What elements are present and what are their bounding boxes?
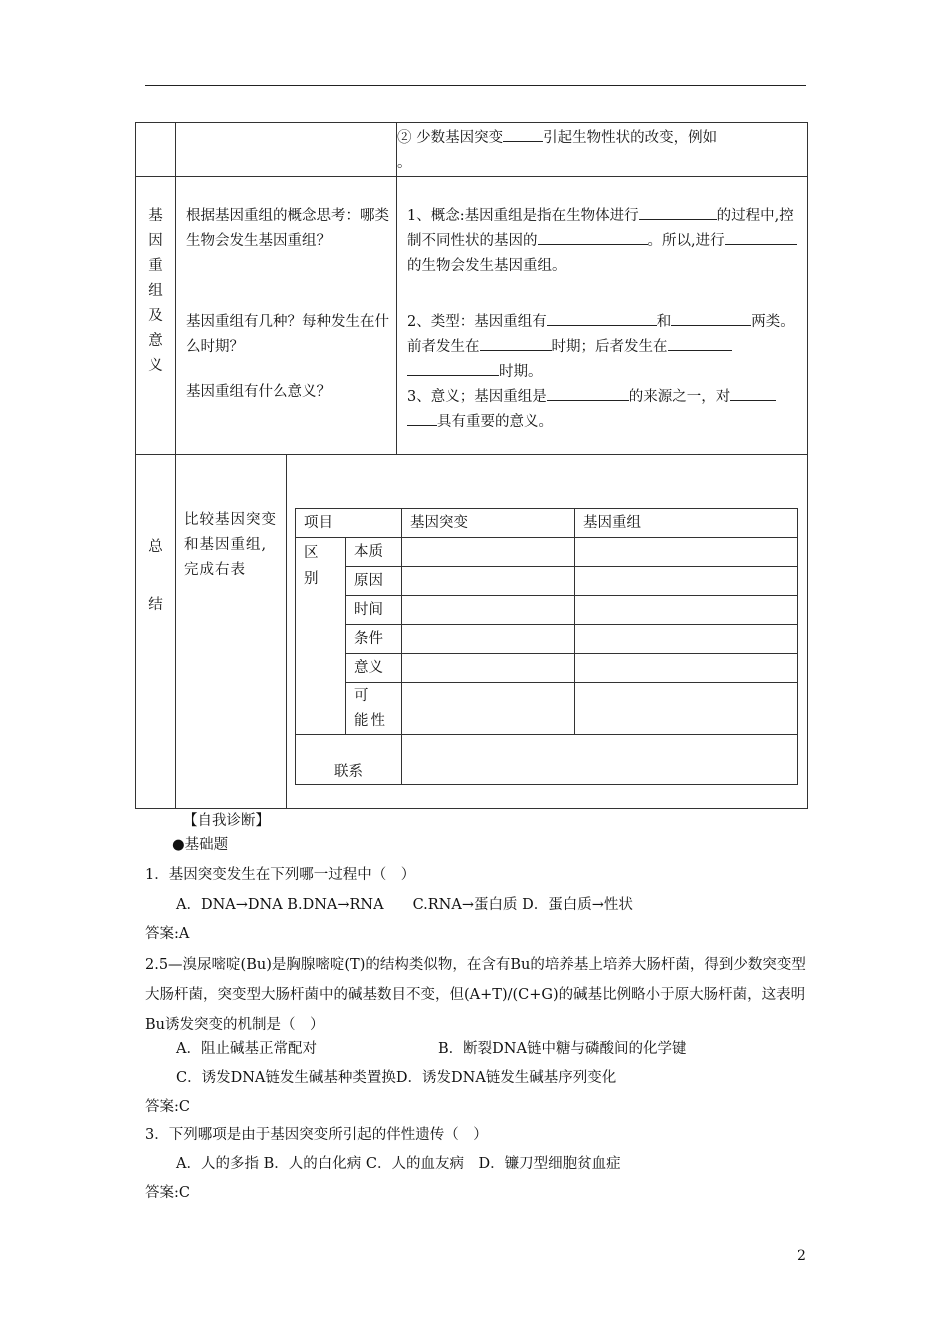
q2-answer: 答案:C (145, 1099, 190, 1115)
row2-question-cell (176, 177, 397, 455)
row-label-possibility: 可 能性 (346, 683, 402, 735)
a3-blank-1[interactable] (547, 385, 629, 401)
row-label-link: 联系 (296, 735, 402, 785)
row3-compare-cell (287, 455, 808, 809)
a1-blank-3[interactable] (725, 229, 797, 245)
a2-blank-3[interactable] (480, 335, 552, 351)
row-label-essence: 本质 (346, 538, 402, 567)
summary-label-2: 结 (148, 597, 163, 613)
a2-blank-5[interactable] (407, 360, 499, 376)
row-label-significance: 意义 (346, 654, 402, 683)
subsection-title: ●基础题 (172, 837, 229, 853)
q2-options-ab: A．阻止碱基正常配对 B．断裂DNA链中糖与磷酸间的化学键 (176, 1041, 687, 1057)
row3-prompt-cell (176, 455, 287, 809)
cell-possibility-recombination[interactable] (575, 683, 798, 735)
section-title: 【自我诊断】 (183, 813, 270, 829)
row3-label-cell (136, 455, 176, 809)
row1-text-a: ② 少数基因突变 (397, 130, 504, 146)
row1-label-cell (136, 123, 176, 177)
q2-stem: 2.5—溴尿嘧啶(Bu)是胸腺嘧啶(T)的结构类似物，在含有Bu的培养基上培养大肠杆菌，得到少数突变型大肠杆菌，突变型大肠杆菌中的碱基数目不变，但(A+T)/(C+G)的碱基比例略小于原大肠杆菌，这表明Bu诱发突变的机制是（ ） (145, 957, 806, 1033)
row1-blank[interactable] (503, 126, 543, 142)
answer-2: 2、类型：基因重组有 和 两类。前者发生在 时期；后者发生在 时期。 (407, 310, 799, 385)
group-label-difference: 区 别 (296, 538, 346, 735)
cell-significance-recombination[interactable] (575, 654, 798, 683)
row1-text-c: 。 (397, 155, 412, 171)
row-label-time: 时间 (346, 596, 402, 625)
answer-1: 1、概念:基因重组是指在生物体进行 的过程中,控制不同性状的基因的 。所以,进行的生物会发生基因重组。 (407, 204, 799, 279)
cell-condition-recombination[interactable] (575, 625, 798, 654)
row-label-condition: 条件 (346, 625, 402, 654)
q2-options-cd: C．诱发DNA链发生碱基种类置换D．诱发DNA链发生碱基序列变化 (176, 1070, 617, 1086)
header-mutation: 基因突变 (402, 509, 575, 538)
a1-blank-1[interactable] (639, 204, 717, 220)
cell-possibility-mutation[interactable] (402, 683, 575, 735)
a2-blank-1[interactable] (547, 310, 657, 326)
row2-label-cell (136, 177, 176, 455)
cell-cause-recombination[interactable] (575, 567, 798, 596)
question-1: 根据基因重组的概念思考：哪类生物会发生基因重组？ (186, 208, 389, 249)
question-2: 基因重组有几种？每种发生在什么时期？ (186, 314, 389, 355)
a3-blank-3[interactable] (407, 410, 437, 426)
study-table (135, 122, 808, 809)
cell-time-recombination[interactable] (575, 596, 798, 625)
cell-essence-recombination[interactable] (575, 538, 798, 567)
a3-blank-2[interactable] (730, 385, 776, 401)
header-item: 项目 (296, 509, 402, 538)
cell-significance-mutation[interactable] (402, 654, 575, 683)
q1-stem: 1．基因突变发生在下列哪一过程中（ ） (145, 867, 416, 883)
cell-link[interactable] (402, 735, 798, 785)
row-label-cause: 原因 (346, 567, 402, 596)
a1-blank-2[interactable] (538, 229, 648, 245)
row2-label: 基 因 重 组 及 意 义 (148, 208, 163, 374)
summary-label-1: 总 (148, 539, 163, 555)
q3-stem: 3．下列哪项是由于基因突变所引起的伴性遗传（ ） (145, 1127, 488, 1143)
cell-time-mutation[interactable] (402, 596, 575, 625)
a2-blank-4[interactable] (668, 335, 732, 351)
header-rule (145, 85, 806, 86)
summary-prompt: 比较基因突变和基因重组,完成右表 (184, 512, 277, 578)
q1-answer: 答案:A (145, 926, 190, 942)
header-recombination: 基因重组 (575, 509, 798, 538)
answer-3: 3、意义；基因重组是 的来源之一，对 具有重要的意义。 (407, 385, 799, 435)
row2-answer-cell (397, 177, 808, 455)
row1-question-cell (176, 123, 397, 177)
question-3: 基因重组有什么意义？ (186, 384, 331, 400)
row1-answer-cell (397, 123, 808, 177)
comparison-table (295, 508, 798, 785)
row1-text-b: 引起生物性状的改变，例如 (543, 130, 718, 146)
page-number: 2 (797, 1248, 806, 1264)
q3-options: A．人的多指 B．人的白化病 C．人的血友病 D．镰刀型细胞贫血症 (176, 1156, 621, 1172)
cell-cause-mutation[interactable] (402, 567, 575, 596)
q3-answer: 答案:C (145, 1185, 190, 1201)
cell-condition-mutation[interactable] (402, 625, 575, 654)
cell-essence-mutation[interactable] (402, 538, 575, 567)
a2-blank-2[interactable] (671, 310, 751, 326)
q1-options: A．DNA→DNA B.DNA→RNA C.RNA→蛋白质 D．蛋白质→性状 (176, 897, 633, 913)
